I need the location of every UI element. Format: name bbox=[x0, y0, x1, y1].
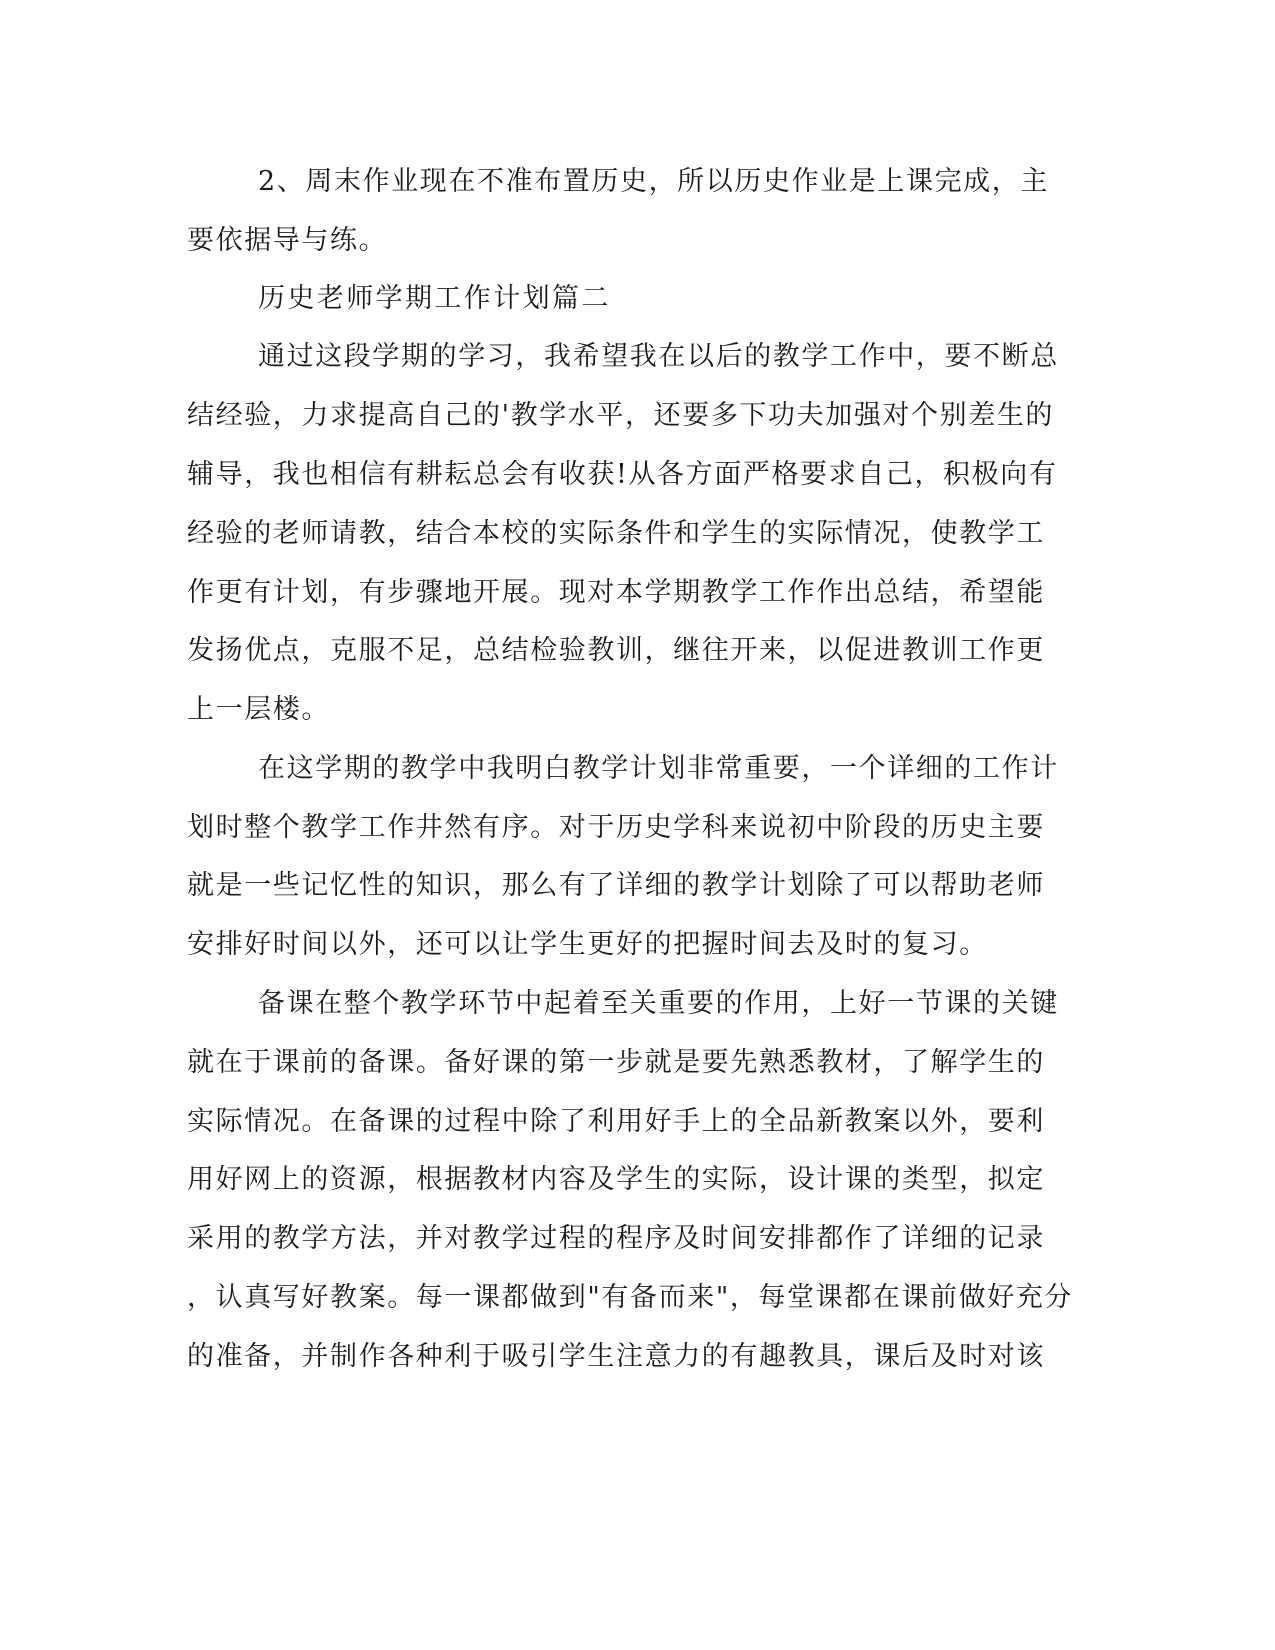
paragraph-1-line-2: 要依据导与练。 bbox=[187, 225, 388, 256]
paragraph-2-line-4: 经验的老师请教，结合本校的实际条件和学生的实际情况，使教学工 bbox=[187, 518, 1045, 549]
paragraph-2-line-2: 结经验，力求提高自己的'教学水平，还要多下功夫加强对个别差生的 bbox=[187, 400, 1055, 431]
section-heading: 历史老师学期工作计划篇二 bbox=[258, 283, 611, 314]
paragraph-4-line-1: 备课在整个教学环节中起着至关重要的作用，上好一节课的关键 bbox=[258, 988, 1059, 1019]
paragraph-4-line-6: ，认真写好教案。每一课都做到"有备而来"，每堂课都在课前做好充分 bbox=[187, 1282, 1074, 1313]
paragraph-2-line-3: 辅导，我也相信有耕耘总会有收获!从各方面严格要求自己，积极向有 bbox=[187, 459, 1058, 490]
paragraph-4-line-7: 的准备，并制作各种利于吸引学生注意力的有趣教具，课后及时对该 bbox=[187, 1341, 1045, 1372]
paragraph-2-line-1: 通过这段学期的学习，我希望我在以后的教学工作中，要不断总 bbox=[258, 341, 1059, 372]
paragraph-3-line-4: 安排好时间以外，还可以让学生更好的把握时间去及时的复习。 bbox=[187, 929, 988, 960]
paragraph-3-line-1: 在这学期的教学中我明白教学计划非常重要，一个详细的工作计 bbox=[258, 753, 1059, 784]
paragraph-1-line-1: 2、周末作业现在不准布置历史，所以历史作业是上课完成，主 bbox=[258, 166, 1049, 197]
paragraph-4-line-2: 就在于课前的备课。备好课的第一步就是要先熟悉教材，了解学生的 bbox=[187, 1047, 1045, 1078]
paragraph-4-line-3: 实际情况。在备课的过程中除了利用好手上的全品新教案以外，要利 bbox=[187, 1106, 1045, 1137]
paragraph-2-line-6: 发扬优点，克服不足，总结检验教训，继往开来，以促进教训工作更 bbox=[187, 635, 1045, 666]
paragraph-3-line-3: 就是一些记忆性的知识，那么有了详细的教学计划除了可以帮助老师 bbox=[187, 870, 1045, 901]
paragraph-2-line-5: 作更有计划，有步骤地开展。现对本学期教学工作作出总结，希望能 bbox=[187, 577, 1045, 608]
paragraph-3-line-2: 划时整个教学工作井然有序。对于历史学科来说初中阶段的历史主要 bbox=[187, 812, 1045, 843]
paragraph-2-line-7: 上一层楼。 bbox=[187, 694, 330, 725]
paragraph-4-line-5: 采用的教学方法，并对教学过程的程序及时间安排都作了详细的记录 bbox=[187, 1223, 1045, 1254]
paragraph-4-line-4: 用好网上的资源，根据教材内容及学生的实际，设计课的类型，拟定 bbox=[187, 1164, 1045, 1195]
